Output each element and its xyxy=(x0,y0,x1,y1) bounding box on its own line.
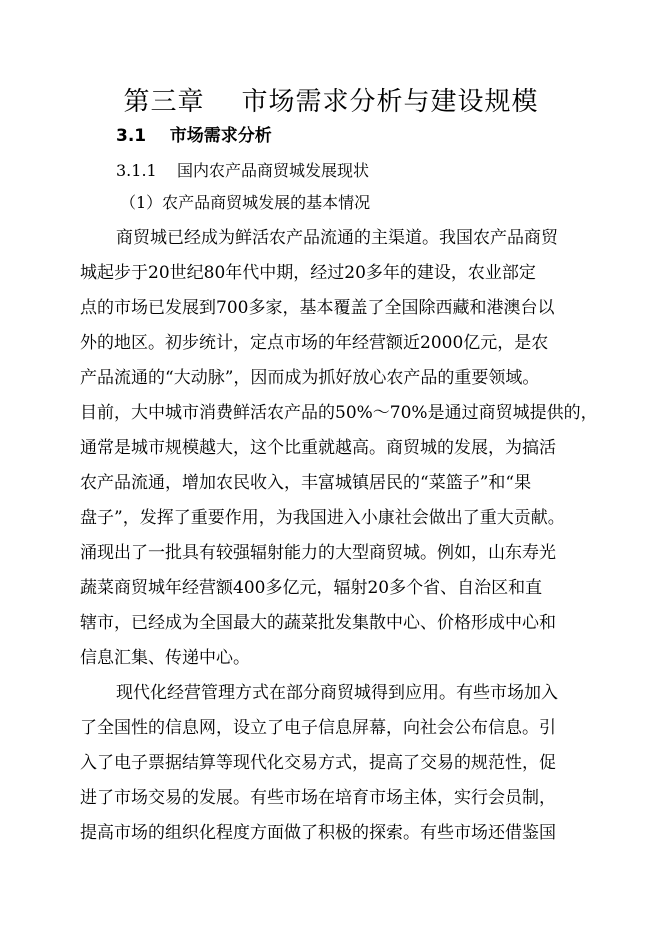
paragraph-line: 提高市场的组织化程度方面做了积极的探索。有些市场还借鉴国 xyxy=(80,823,556,843)
paragraph-line: 涌现出了一批具有较强辐射能力的大型商贸城。例如，山东寿光 xyxy=(80,543,556,563)
chapter-title: 第三章 市场需求分析与建设规模 xyxy=(123,87,539,117)
paragraph-line: 盘子”，发挥了重要作用，为我国进入小康社会做出了重大贡献。 xyxy=(80,508,565,528)
paragraph-line: 商贸城已经成为鲜活农产品流通的主渠道。我国农产品商贸 xyxy=(116,228,558,248)
paragraph-line: 现代化经营管理方式在部分商贸城得到应用。有些市场加入 xyxy=(116,683,558,703)
section-heading: 3.1 市场需求分析 xyxy=(116,126,272,146)
paragraph-line: 农产品流通，增加农民收入，丰富城镇居民的“菜篮子”和“果 xyxy=(80,473,532,493)
paragraph-line: 信息汇集、传递中心。 xyxy=(80,648,250,668)
paragraph-line: 进了市场交易的发展。有些市场在培育市场主体，实行会员制， xyxy=(80,788,556,808)
paragraph-line: 了全国性的信息网，设立了电子信息屏幕，向社会公布信息。引 xyxy=(80,718,556,738)
paragraph-line: 辖市，已经成为全国最大的蔬菜批发集散中心、价格形成中心和 xyxy=(80,613,556,633)
paragraph-line: 蔬菜商贸城年经营额400多亿元，辐射20多个省、自治区和直 xyxy=(80,578,543,598)
paragraph-line: 城起步于20世纪80年代中期，经过20多年的建设，农业部定 xyxy=(80,263,536,283)
paragraph-line: 入了电子票据结算等现代化交易方式，提高了交易的规范性，促 xyxy=(80,753,556,773)
subsection-heading: 3.1.1 国内农产品商贸城发展现状 xyxy=(116,161,370,180)
paragraph-line: 目前，大中城市消费鲜活农产品的50%～70%是通过商贸城提供的， xyxy=(80,403,598,423)
paragraph-line: 通常是城市规模越大，这个比重就越高。商贸城的发展，为搞活 xyxy=(80,438,556,458)
paragraph-line: 点的市场已发展到700多家，基本覆盖了全国除西藏和港澳台以 xyxy=(80,298,555,318)
paragraph-line: 产品流通的“大动脉”，因而成为抓好放心农产品的重要领域。 xyxy=(80,368,540,388)
subsubsection-heading: （1）农产品商贸城发展的基本情况 xyxy=(120,193,371,212)
paragraph-line: 外的地区。初步统计，定点市场的年经营额近2000亿元，是农 xyxy=(80,333,549,353)
